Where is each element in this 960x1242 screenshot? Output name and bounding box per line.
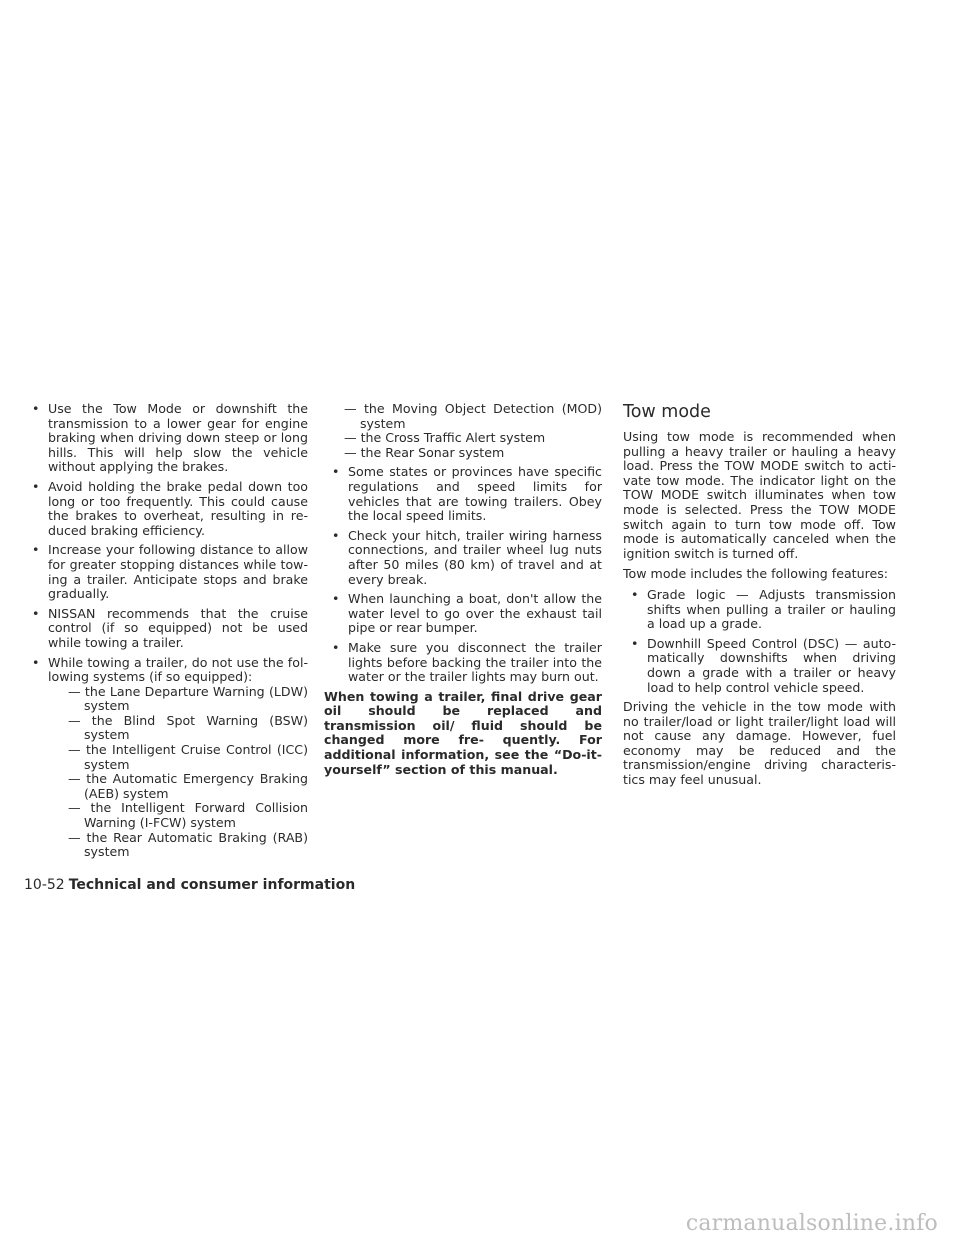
- sublist-item: — the Intelligent Forward Collision Warning (I-FCW) system: [68, 800, 308, 831]
- list-item: • Use the Tow Mode or downshift the transmission to a lower gear for engine braking when driving down steep or long hills. This will help slow the vehicle without applying the brakes.: [24, 402, 308, 475]
- paragraph: Tow mode includes the following features:: [623, 566, 889, 582]
- list-item: [24, 656, 308, 860]
- tow-mode-features-list: [623, 588, 896, 695]
- list-item: • Downhill Speed Control (DSC) — auto- matically downshifts when driving down a grade with a trailer or heavy load to help control vehicle speed.: [623, 637, 896, 695]
- list-item: • Some states or provinces have specific regulations and speed limits for vehicles that are towing trailers. Obey the local speed limits.: [324, 465, 602, 523]
- towing-tips-list: [24, 402, 308, 860]
- list-item: • Increase your following distance to allow for greater stopping distances while tow- ing a trailer. Anticipate stops and brake gradually.: [24, 543, 308, 601]
- sublist-item: — the Moving Object Detection (MOD) system: [344, 401, 602, 431]
- list-item-text: While towing a trailer, do not use the fol- lowing systems (if so equipped):: [48, 654, 308, 685]
- page-number: 10-52: [24, 877, 65, 893]
- systems-sublist: [48, 685, 308, 860]
- sublist-item: — the Lane Departure Warning (LDW) system: [68, 683, 308, 714]
- watermark: carmanualsonline.info: [685, 1211, 938, 1236]
- left-column: [24, 402, 308, 865]
- middle-column: [324, 402, 602, 777]
- sublist-item: — the Rear Automatic Braking (RAB) system: [68, 829, 308, 860]
- towing-tips-list-continued: [324, 465, 602, 684]
- list-item: • Check your hitch, trailer wiring harness connections, and trailer wheel lug nuts after 50 miles (80 km) of travel and at every break.: [324, 529, 602, 587]
- list-item: • Avoid holding the brake pedal down too long or too frequently. This could cause the brakes to overheat, resulting in re- duced braking efficiency.: [24, 480, 308, 538]
- list-item: • Grade logic — Adjusts transmission shifts when pulling a trailer or hauling a load up a grade.: [623, 588, 896, 632]
- right-column: [623, 402, 896, 794]
- sublist-item: — the Intelligent Cruise Control (ICC) system: [68, 742, 308, 772]
- page-footer: [24, 877, 355, 893]
- systems-sublist-continued: [324, 402, 602, 460]
- sublist-item: — the Blind Spot Warning (BSW) system: [68, 712, 308, 743]
- maintenance-note: When towing a trailer, final drive gear oil should be replaced and transmission oil/ fluid should be changed more fre- quently. For additional information, see the “Do-it-yourself” section of this manual.: [324, 688, 602, 777]
- sublist-item: — the Cross Traffic Alert system: [344, 430, 546, 446]
- paragraph: Using tow mode is recommended when pulling a heavy trailer or hauling a heavy load. Press the TOW MODE switch to acti- vate tow mode. The indicator light on the TOW MODE switch illuminates when tow mode is selected. Press the TOW MODE switch again to turn tow mode off. Tow mode is automatically canceled when the ignition switch is turned off.: [623, 429, 896, 561]
- sublist-item: — the Automatic Emergency Braking (AEB) system: [68, 771, 308, 801]
- paragraph: Driving the vehicle in the tow mode with no trailer/load or light trailer/light load will not cause any damage. However, fuel economy may be reduced and the transmission/engine driving characteris- tics may feel unusual.: [623, 699, 896, 788]
- section-heading: Tow mode: [623, 402, 711, 422]
- footer-section-title: Technical and consumer information: [68, 877, 356, 893]
- list-item: • NISSAN recommends that the cruise control (if so equipped) not be used while towing a trailer.: [24, 607, 308, 651]
- list-item: • When launching a boat, don't allow the water level to go over the exhaust tail pipe or rear bumper.: [324, 592, 602, 636]
- sublist-item: — the Rear Sonar system: [344, 444, 505, 460]
- list-item: • Make sure you disconnect the trailer lights before backing the trailer into the water or the trailer lights may burn out.: [324, 641, 602, 685]
